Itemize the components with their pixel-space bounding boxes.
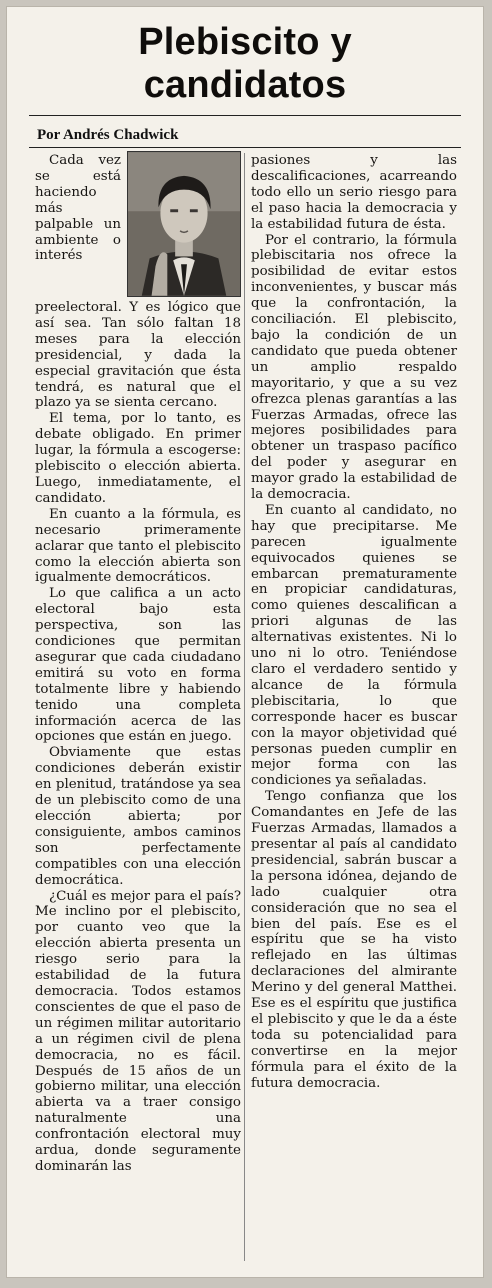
- headline-line-2: candidatos: [143, 64, 347, 106]
- paragraph-3: En cuanto a la fórmula, es necesario primeramente aclarar que tanto el plebiscito como la elección abierta son igualmente democráticos.: [35, 506, 241, 586]
- paragraph-8: Por el contrario, la fórmula plebiscitaria nos ofrece la posibilidad de evitar estos inconvenientes, y buscar más que la confrontación, la conciliación. El plebiscito, bajo la condición de un candidato que pueda obtener un amplio respaldo mayoritario, y que a su vez ofrezca plenas garantías a las Fuerzas Armadas, ofrece las mejores posibilidades para obtener un traspaso pacífico del poder y asegurar en mayor grado la estabilidad de la democracia.: [251, 232, 457, 503]
- paragraph-9: En cuanto al candidato, no hay que precipitarse. Me parecen igualmente equivocados quienes se embarcan prematuramente en propiciar candidaturas, como quienes descalifican a priori algunas de las alternativas existentes. Ni lo uno ni lo otro. Teniéndose claro el verdadero sentido y alcance de la fórmula plebiscitaria, lo que corresponde hacer es buscar con la mayor objetividad qué personas pueden cumplir en mejor forma con las condiciones ya señaladas.: [251, 502, 457, 789]
- paragraph-1: Cada vez se está haciendo más palpable un ambiente o interés preelectoral. Y es lógico que así sea. Tan sólo faltan 18 meses para la elección presidencial, y dada la especial gravitación que ésta tendrá, es natural que el plazo ya se sienta cercano.: [35, 153, 241, 411]
- paragraph-5: Obviamente que estas condiciones deberán existir en plenitud, tratándose ya sea de un plebiscito como de una elección abierta; por consiguiente, ambos caminos son perfectamente compatibles con una elección democrática.: [35, 745, 241, 888]
- newspaper-clipping: [6, 6, 484, 1278]
- paragraph-4: Lo que califica a un acto electoral bajo esta perspectiva, son las condiciones que permitan asegurar que cada ciudadano emitirá su voto en forma totalmente libre y habiendo tenido una completa información acerca de las opciones que están en juego.: [35, 586, 241, 745]
- paragraph-7: pasiones y las descalificaciones, acarreando todo ello un serio riesgo para el paso hacia la democracia y la estabilidad futura de ésta.: [251, 153, 457, 232]
- author-photo: [127, 151, 241, 297]
- column-right: [251, 153, 457, 1091]
- byline: Por Andrés Chadwick: [37, 127, 179, 143]
- rule-top: [29, 115, 461, 116]
- paragraph-6: ¿Cuál es mejor para el país? Me inclino por el plebiscito, por cuanto veo que la elección abierta presenta un riesgo serio para la estabilidad de la futura democracia. Todos estamos conscientes de que el paso de un régimen militar autoritario a un régimen civil de plena democracia, no es fácil. Después de 15 años de un gobierno militar, una elección abierta va a traer consigo naturalmente una confrontación electoral muy ardua, donde seguramente dominarán las: [35, 888, 241, 1174]
- headline: [7, 21, 483, 107]
- portrait-image: [128, 152, 240, 296]
- paragraph-2: El tema, por lo tanto, es debate obligado. En primer lugar, la fórmula a escogerse: plebiscito o elección abierta. Luego, inmediatamente, el candidato.: [35, 411, 241, 506]
- rule-under-byline: [29, 147, 461, 148]
- column-divider: [244, 153, 245, 1261]
- paragraph-10: Tengo confianza que los Comandantes en Jefe de las Fuerzas Armadas, llamados a presentar al país al candidato presidencial, sabrán buscar a la persona idónea, dejando de lado cualquier otra consideración que no sea el bien del país. Ese es el espíritu que se ha visto reflejado en las últimas declaraciones del almirante Merino y del general Matthei. Ese es el espíritu que justifica el plebiscito y que le da a éste toda su potencialidad para convertirse en la mejor fórmula para el éxito de la futura democracia.: [251, 789, 457, 1091]
- headline-line-1: Plebiscito y: [138, 21, 352, 63]
- column-left: [35, 153, 241, 1175]
